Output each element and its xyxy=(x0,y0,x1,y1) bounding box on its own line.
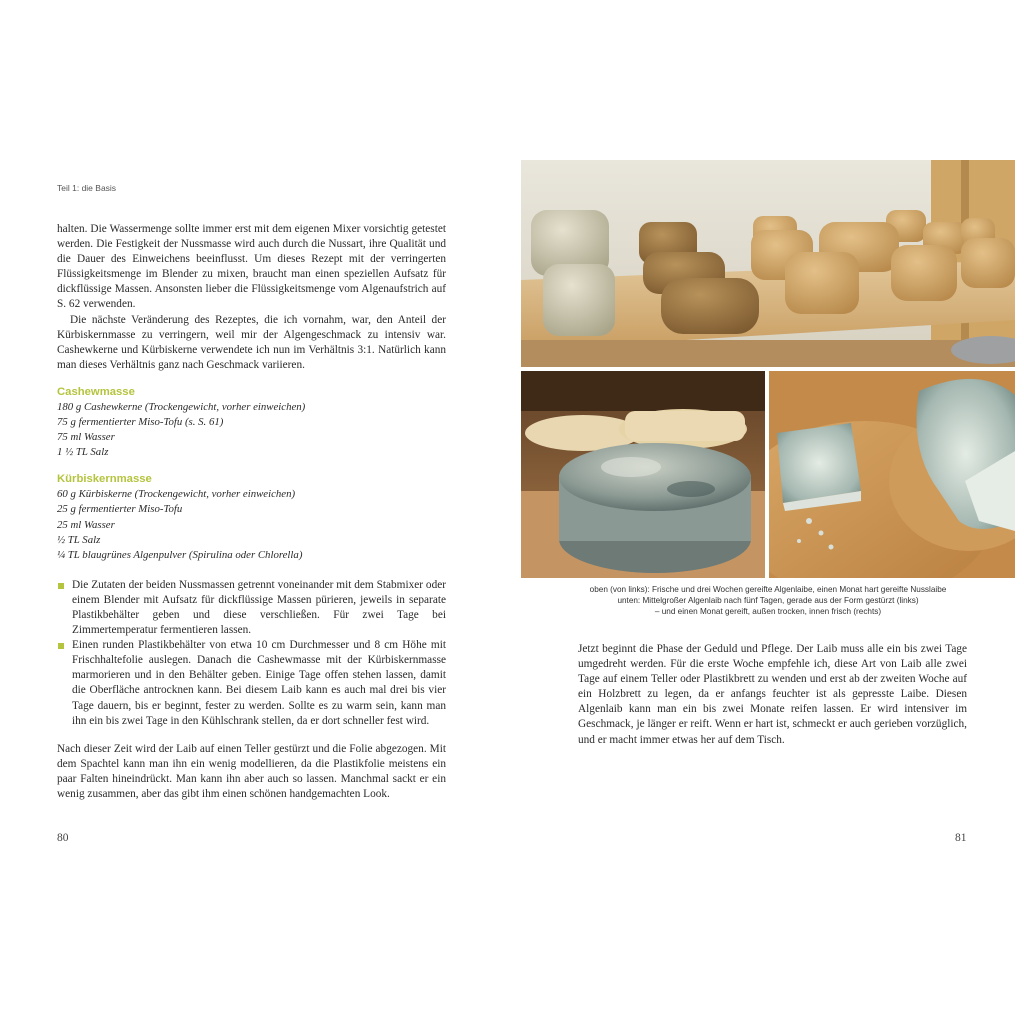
ingredient-list-cashew xyxy=(57,400,446,460)
ingredient-item: 60 g Kürbiskerne (Trockengewicht, vorher einweichen) xyxy=(57,488,296,501)
recipe-title-cashew: Cashewmasse xyxy=(57,385,135,398)
ingredient-item: ½ TL Salz xyxy=(57,533,101,546)
photo-algae-loaf-five-days xyxy=(521,371,765,578)
ingredient-item: ¼ TL blaugrünes Algenpulver (Spirulina oder Chlorella) xyxy=(57,548,303,561)
instruction-step-text: Einen runden Plastikbehälter von etwa 10 cm Durchmesser und 8 cm Höhe mit Frischhaltefolie auslegen. Danach die Cashewmasse mit der Kürbiskernmasse marmorieren und in den Behälter geben. Einige Tage offen stehen lassen, damit die Oberfläche antrocknen kann. Bei diesem Laib kann es auch mal drei bis vier Tage dauern, bis er beginnt, fester zu werden. Sollte es zu warm sein, kann man ihn ein bis zwei Tage in den Kühlschrank stellen, da er dort schneller fest wird. xyxy=(72,639,446,727)
caption-line: unten: Mittelgroßer Algenlaib nach fünf Tagen, gerade aus der Form gestürzt (links) xyxy=(617,596,919,606)
ingredient-item: 180 g Cashewkerne (Trockengewicht, vorher einweichen) xyxy=(57,400,306,413)
instruction-steps xyxy=(57,578,446,729)
photo-caption xyxy=(521,584,1015,618)
running-head: Teil 1: die Basis xyxy=(57,183,117,193)
caption-line: – und einen Monat gereift, außen trocken, innen frisch (rechts) xyxy=(654,607,882,617)
page-number-left: 80 xyxy=(57,832,69,844)
square-bullet-icon xyxy=(58,643,64,649)
ingredient-list-pumpkin xyxy=(57,487,446,562)
photo-algae-loaf-one-month xyxy=(769,371,1015,578)
ratio-paragraph: Die nächste Veränderung des Rezeptes, die ich vornahm, war, den Anteil der Kürbiskernmasse zu verringern, weil mir der Algengeschmack zu intensiv war. Cashewkerne und Kürbiskerne verwendete ich nun im Verhältnis 3:1. Natürlich kann man dieses Verhältnis ganz nach Geschmack variieren. xyxy=(57,313,446,371)
instruction-step xyxy=(57,638,446,729)
ingredient-item: 1 ½ TL Salz xyxy=(57,446,109,459)
photo-cheese-shelf xyxy=(521,160,1015,367)
instruction-step-text: Die Zutaten der beiden Nussmassen getrennt voneinander mit dem Stabmixer oder einem Blender mit Aufsatz für dickflüssige Massen pürieren, jeweils in separate Plastikbehälter geben und diese verschließen. Für zwei Tage bei Zimmertemperatur fermentieren lassen. xyxy=(72,578,446,637)
caption-line: oben (von links): Frische und drei Wochen gereifte Algenlaibe, einen Monat hart gereifte Nusslaibe xyxy=(589,585,947,594)
intro-paragraph: halten. Die Wassermenge sollte immer erst mit dem eigenen Mixer vorsichtig getestet werden. Die Festigkeit der Nussmasse wird auch durch die Nussart, ihre Qualität und die Dauer des Einweichens beeinflusst. Um dieses Rezept mit der verringerten Flüssigkeitsmenge im Blender zu mixen, braucht man einen speziellen Aufsatz für dickflüssige Massen. Ansonsten lieber die Flüssigkeitsmenge vom Algenaufstrich auf S. 62 verwenden. xyxy=(57,223,446,311)
ripening-paragraph: Jetzt beginnt die Phase der Geduld und Pflege. Der Laib muss alle ein bis zwei Tage umgedreht werden. Für die erste Woche empfehle ich, diese Art von Laib alle zwei Tage auf einem Teller oder Plastikbrett zu wenden und erst ab der zweiten Woche auf ein Holzbrett zu legen, da er anfangs feuchter ist als gepresste Laibe. Diesen Algenlaib kann man ein bis zwei Monate reifen lassen. Er wird intensiver im Geschmack, je länger er reift. Wenn er hart ist, schmeckt er auch gerieben vorzüglich, und er macht immer etwas her auf dem Tisch. xyxy=(578,643,967,746)
ingredient-item: 75 g fermentierter Miso-Tofu (s. S. 61) xyxy=(57,416,224,429)
recipe-title-pumpkin: Kürbiskernmasse xyxy=(57,473,152,486)
page-number-right: 81 xyxy=(955,832,967,844)
ingredient-item: 75 ml Wasser xyxy=(57,431,115,444)
square-bullet-icon xyxy=(58,583,64,589)
ingredient-item: 25 ml Wasser xyxy=(57,518,115,531)
instruction-step xyxy=(57,578,446,638)
closing-paragraph: Nach dieser Zeit wird der Laib auf einen Teller gestürzt und die Folie abgezogen. Mit dem Spachtel kann man ihn ein wenig modellieren, da die Plastikfolie meistens ein paar Falten hineindrückt. Man kann ihn aber auch so lassen. Manchmal sackt er ein wenig zusammen, aber das gibt ihm einen schönen handgemachten Look. xyxy=(57,742,446,800)
left-text-column xyxy=(57,222,446,802)
right-text-column xyxy=(578,642,967,748)
ingredient-item: 25 g fermentierter Miso-Tofu xyxy=(57,503,183,516)
